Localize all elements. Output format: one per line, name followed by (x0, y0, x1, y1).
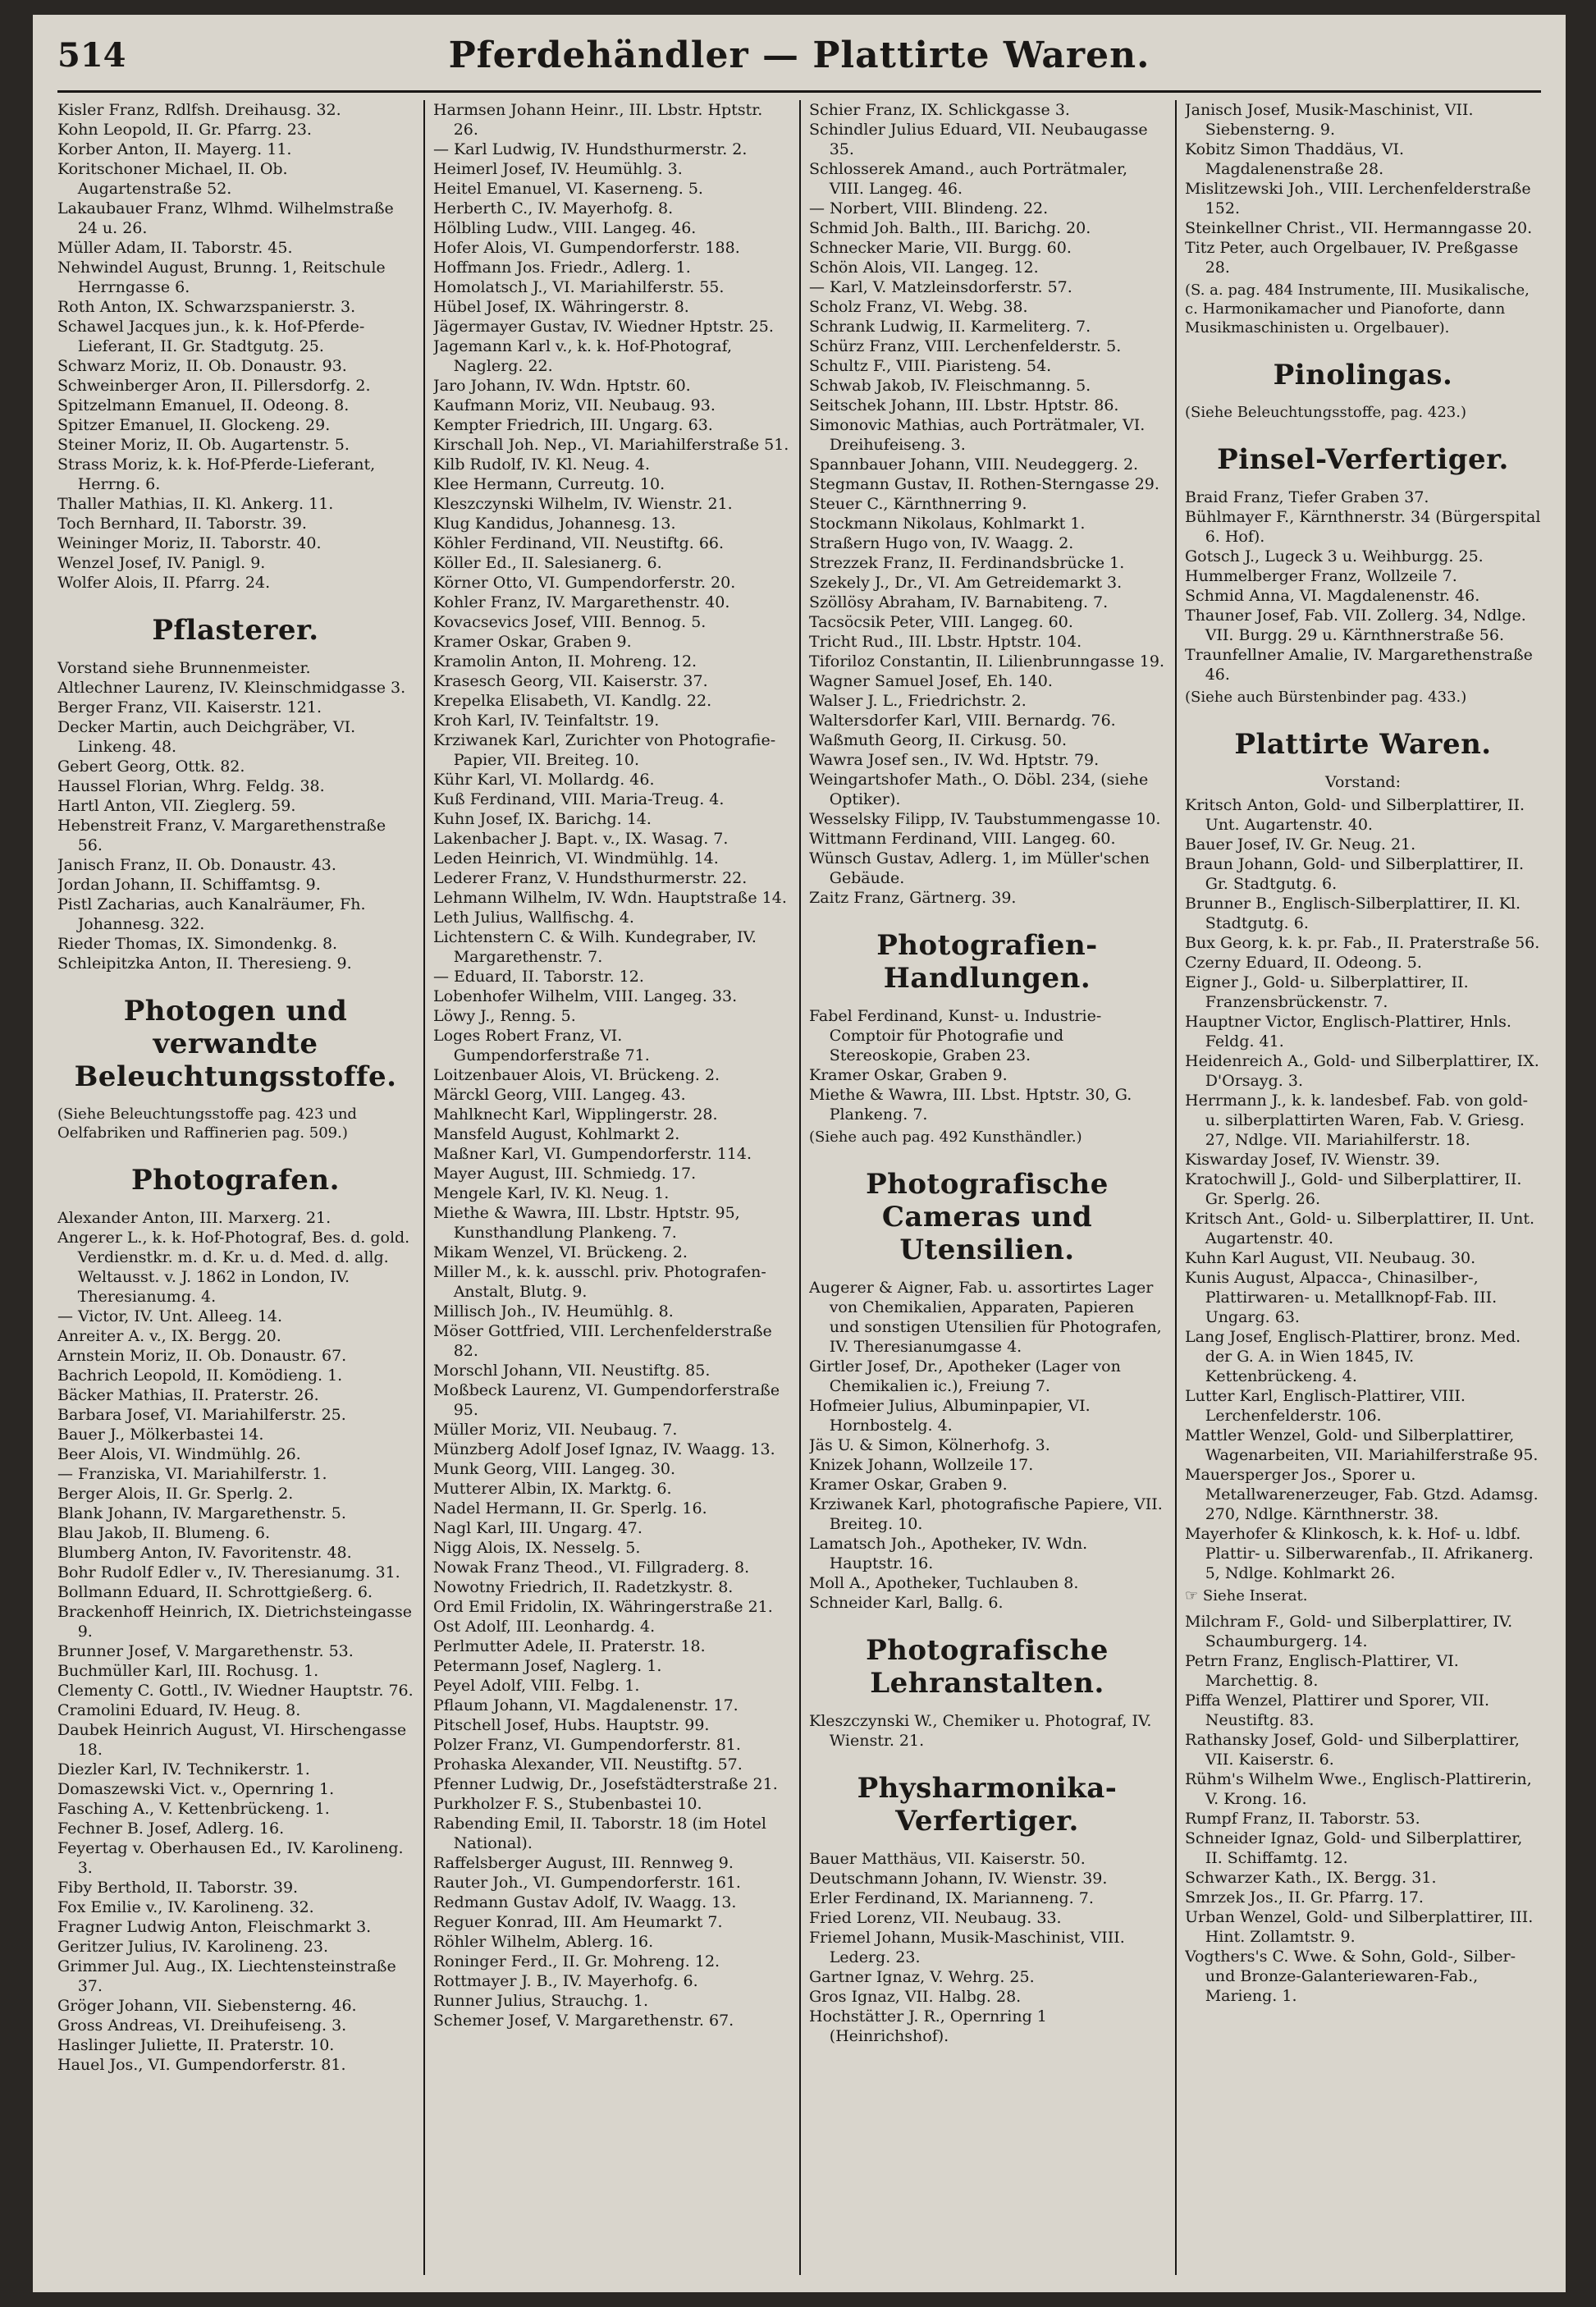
directory-entry: Prohaska Alexander, VII. Neustiftg. 57. (433, 1755, 743, 1774)
directory-entry: Schmid Anna, VI. Magdalenenstr. 46. (1185, 587, 1480, 605)
directory-entry: Löwy J., Renng. 5. (433, 1007, 576, 1025)
cross-reference-note: (S. a. pag. 484 Instrumente, III. Musikalische, c. Harmonikamacher und Pianoforte, dann Musikmaschinisten u. Orgelbauer). (1185, 282, 1530, 336)
directory-entry: Nagl Karl, III. Ungarg. 47. (433, 1519, 643, 1537)
directory-entry: Nowotny Friedrich, II. Radetzkystr. 8. (433, 1578, 734, 1596)
directory-entry: Maßner Karl, VI. Gumpendorferstr. 114. (433, 1145, 752, 1163)
directory-entry: Grimmer Jul. Aug., IX. Liechtensteinstraße 37. (57, 1957, 396, 1995)
directory-entry: — Victor, IV. Unt. Alleeg. 14. (57, 1307, 283, 1325)
directory-entry: Thaller Mathias, II. Kl. Ankerg. 11. (57, 495, 334, 513)
directory-entry: Urban Wenzel, Gold- und Silberplattirer, III. Hint. Zollamtstr. 9. (1185, 1908, 1534, 1946)
directory-entry: Schmid Joh. Balth., III. Barichg. 20. (809, 219, 1091, 237)
directory-entry: Redmann Gustav Adolf, IV. Waagg. 13. (433, 1893, 737, 1911)
directory-entry: Schön Alois, VII. Langeg. 12. (809, 259, 1039, 277)
directory-entry: Mattler Wenzel, Gold- und Silberplattirer, Wagenarbeiten, VII. Mariahilferstraße 95. (1185, 1426, 1539, 1464)
directory-entry: Waltersdorfer Karl, VIII. Bernardg. 76. (809, 712, 1116, 730)
directory-entry: Krepelka Elisabeth, VI. Kandlg. 22. (433, 692, 712, 710)
directory-entry: Mauersperger Jos., Sporer u. Metallwarenerzeuger, Fab. Gtzd. Adamsg. 270, Ndlge. Kärnthnerstr. 38. (1185, 1466, 1539, 1523)
directory-entry: Blau Jakob, II. Blumeng. 6. (57, 1524, 271, 1542)
directory-entry: Schürz Franz, VIII. Lerchenfelderstr. 5. (809, 337, 1122, 355)
directory-entry: Braun Johann, Gold- und Silberplattirer, II. Gr. Stadtgutg. 6. (1185, 855, 1525, 893)
directory-entry: Lichtenstern C. & Wilh. Kundegraber, IV. Margarethenstr. 7. (433, 928, 757, 966)
directory-entry: Simonovic Mathias, auch Porträtmaler, VI. Dreihufeiseng. 3. (809, 416, 1146, 454)
directory-entry: Kramolin Anton, II. Mohreng. 12. (433, 652, 697, 671)
directory-entry: Tacsöcsik Peter, VIII. Langeg. 60. (809, 613, 1073, 631)
directory-entry: Brackenhoff Heinrich, IX. Dietrichsteingasse 9. (57, 1603, 412, 1641)
directory-entry: Runner Julius, Strauchg. 1. (433, 1992, 649, 2010)
directory-entry: Schlosserek Amand., auch Porträtmaler, VIII. Langeg. 46. (809, 160, 1128, 198)
directory-entry: Kuß Ferdinand, VIII. Maria-Treug. 4. (433, 790, 725, 808)
columns-area (57, 100, 1541, 2275)
directory-entry: Spannbauer Johann, VIII. Neudeggerg. 2. (809, 455, 1139, 474)
directory-entry: Lehmann Wilhelm, IV. Wdn. Hauptstraße 14. (433, 889, 787, 907)
directory-entry: Harmsen Johann Heinr., III. Lbstr. Hptstr. 26. (433, 101, 763, 139)
directory-entry: Pflaum Johann, VI. Magdalenenstr. 17. (433, 1696, 739, 1714)
directory-page (33, 15, 1566, 2292)
directory-entry: Clementy C. Gottl., IV. Wiedner Hauptstr. 76. (57, 1682, 414, 1700)
directory-entry: Rieder Thomas, IX. Simondenkg. 8. (57, 935, 338, 953)
directory-entry: Müller Moriz, VII. Neubaug. 7. (433, 1421, 678, 1439)
directory-entry: Kleszczynski W., Chemiker u. Photograf, IV. Wienstr. 21. (809, 1712, 1152, 1750)
column-4 (1185, 100, 1541, 2275)
section-heading: Photografische Lehranstalten. (866, 1634, 1109, 1700)
directory-entry: Mayerhofer & Klinkosch, k. k. Hof- u. ldbf. Plattir- u. Silberwarenfab., II. Afrikanerg. 5, Ndlge. Kohlmarkt 26. (1185, 1525, 1534, 1582)
directory-entry: Straßern Hugo von, IV. Waagg. 2. (809, 534, 1074, 552)
directory-entry: Bohr Rudolf Edler v., IV. Theresianumg. 31. (57, 1563, 400, 1581)
directory-entry: Wittmann Ferdinand, VIII. Langeg. 60. (809, 830, 1116, 848)
directory-entry: Brunner Josef, V. Margarethenstr. 53. (57, 1642, 354, 1660)
directory-entry: Rathansky Josef, Gold- und Silberplattirer, VII. Kaiserstr. 6. (1185, 1731, 1520, 1769)
directory-entry: Gebert Georg, Ottk. 82. (57, 758, 245, 776)
directory-entry: Wesselsky Filipp, IV. Taubstummengasse 10. (809, 810, 1161, 828)
directory-entry: Toch Bernhard, II. Taborstr. 39. (57, 515, 307, 533)
directory-entry: Munk Georg, VIII. Langeg. 30. (433, 1460, 676, 1478)
directory-entry: Kuhn Josef, IX. Barichg. 14. (433, 810, 652, 828)
directory-entry: Wenzel Josef, IV. Panigl. 9. (57, 554, 266, 572)
directory-entry: Röhler Wilhelm, Ablerg. 16. (433, 1933, 654, 1951)
directory-entry: Schnecker Marie, VII. Burgg. 60. (809, 239, 1072, 257)
directory-entry: Rühm's Wilhelm Wwe., Englisch-Plattirerin, V. Krong. 16. (1185, 1770, 1532, 1808)
column-divider (423, 100, 425, 2275)
column-2 (433, 100, 789, 2275)
directory-entry: Strezzek Franz, II. Ferdinandsbrücke 1. (809, 554, 1125, 572)
directory-entry: Jordan Johann, II. Schiffamtsg. 9. (57, 876, 321, 894)
directory-entry: Köller Ed., II. Salesianerg. 6. (433, 554, 662, 572)
directory-entry: Reguer Konrad, III. Am Heumarkt 7. (433, 1913, 723, 1931)
directory-entry: Schneider Karl, Ballg. 6. (809, 1594, 1004, 1612)
section-heading: Photografen. (131, 1164, 340, 1197)
directory-entry: Korber Anton, II. Mayerg. 11. (57, 140, 292, 158)
directory-entry: Moll A., Apotheker, Tuchlauben 8. (809, 1574, 1079, 1592)
directory-entry: Kovacsevics Josef, VIII. Bennog. 5. (433, 613, 707, 631)
directory-entry: Erler Ferdinand, IX. Marianneng. 7. (809, 1889, 1094, 1907)
directory-entry: Titz Peter, auch Orgelbauer, IV. Preßgasse 28. (1185, 239, 1519, 277)
directory-entry: Loges Robert Franz, VI. Gumpendorferstraße 71. (433, 1027, 650, 1064)
directory-entry: Hofmeier Julius, Albuminpapier, VI. Hornbostelg. 4. (809, 1397, 1091, 1435)
directory-entry: Janisch Franz, II. Ob. Donaustr. 43. (57, 856, 336, 874)
directory-entry: Müller Adam, II. Taborstr. 45. (57, 239, 293, 257)
directory-entry: Hauptner Victor, Englisch-Plattirer, Hnls. Feldg. 41. (1185, 1013, 1511, 1051)
directory-entry: Stockmann Nikolaus, Kohlmarkt 1. (809, 515, 1086, 533)
directory-entry: Schindler Julius Eduard, VII. Neubaugasse 35. (809, 121, 1148, 158)
directory-entry: Rumpf Franz, II. Taborstr. 53. (1185, 1810, 1420, 1828)
directory-entry: Kempter Friedrich, III. Ungarg. 63. (433, 416, 713, 434)
directory-entry: Bollmann Eduard, II. Schrottgießerg. 6. (57, 1583, 373, 1601)
directory-entry: Anreiter A. v., IX. Bergg. 20. (57, 1327, 281, 1345)
directory-entry: Schemer Josef, V. Margarethenstr. 67. (433, 2012, 734, 2030)
directory-entry: Weininger Moriz, II. Taborstr. 40. (57, 534, 322, 552)
directory-entry: Kritsch Anton, Gold- und Silberplattirer, II. Unt. Augartenstr. 40. (1185, 796, 1525, 834)
directory-entry: Fabel Ferdinand, Kunst- u. Industrie-Comptoir für Photografie und Stereoskopie, Graben 23. (809, 1007, 1102, 1064)
directory-entry: — Karl Ludwig, IV. Hundsthurmerstr. 2. (433, 140, 748, 158)
directory-entry: Schwab Jakob, IV. Fleischmanng. 5. (809, 377, 1091, 395)
directory-entry: Kroh Karl, IV. Teinfaltstr. 19. (433, 712, 660, 730)
directory-entry: Milchram F., Gold- und Silberplattirer, IV. Schaumburgerg. 14. (1185, 1613, 1513, 1650)
directory-entry: Mayer August, III. Schmiedg. 17. (433, 1165, 697, 1183)
directory-entry: Perlmutter Adele, II. Praterstr. 18. (433, 1637, 706, 1655)
column-divider (1175, 100, 1177, 2275)
directory-entry: Mutterer Albin, IX. Marktg. 6. (433, 1480, 672, 1498)
directory-entry: Bauer Matthäus, VII. Kaiserstr. 50. (809, 1850, 1086, 1868)
directory-entry: Kunis August, Alpacca-, Chinasilber-, Plattirwaren- u. Metallknopf-Fab. III. Ungarg. 63. (1185, 1269, 1498, 1326)
directory-entry: Angerer L., k. k. Hof-Photograf, Bes. d. gold. Verdienstkr. m. d. Kr. u. d. Med. d. allg. Weltausst. v. J. 1862 in London, IV. Theresianumg. 4. (57, 1229, 410, 1306)
directory-entry: Bauer Josef, IV. Gr. Neug. 21. (1185, 835, 1416, 854)
directory-entry: Berger Franz, VII. Kaiserstr. 121. (57, 698, 322, 716)
directory-entry: Hochstätter J. R., Opernring 1 (Heinrichshof). (809, 2007, 1047, 2045)
directory-entry: Heitel Emanuel, VI. Kaserneng. 5. (433, 180, 703, 198)
directory-entry: Miethe & Wawra, III. Lbst. Hptstr. 30, G. Plankeng. 7. (809, 1086, 1132, 1124)
column-divider (799, 100, 801, 2275)
directory-entry: Mansfeld August, Kohlmarkt 2. (433, 1125, 680, 1143)
directory-entry: Daubek Heinrich August, VI. Hirschengasse 18. (57, 1721, 407, 1759)
directory-entry: Steinkellner Christ., VII. Hermanngasse 20. (1185, 219, 1533, 237)
directory-entry: Fiby Berthold, II. Taborstr. 39. (57, 1879, 299, 1897)
column-3 (809, 100, 1165, 2275)
vorstand-label: Vorstand: (1324, 773, 1401, 791)
directory-entry: — Franziska, VI. Mariahilferstr. 1. (57, 1465, 327, 1483)
directory-entry: Nadel Hermann, II. Gr. Sperlg. 16. (433, 1499, 707, 1517)
directory-entry: Kaufmann Moriz, VII. Neubaug. 93. (433, 396, 716, 414)
directory-entry: Körner Otto, VI. Gumpendorferstr. 20. (433, 574, 736, 592)
directory-entry: Roth Anton, IX. Schwarzspanierstr. 3. (57, 298, 356, 316)
directory-entry: Weingartshofer Math., O. Döbl. 234, (siehe Optiker). (809, 771, 1149, 808)
directory-entry: Krziwanek Karl, photografische Papiere, VII. Breiteg. 10. (809, 1495, 1163, 1533)
directory-entry: Schwarz Moriz, II. Ob. Donaustr. 93. (57, 357, 347, 375)
directory-entry: Hoffmann Jos. Friedr., Adlerg. 1. (433, 259, 691, 277)
directory-entry: Miller M., k. k. ausschl. priv. Photografen-Anstalt, Blutg. 9. (433, 1263, 766, 1301)
directory-entry: Kohler Franz, IV. Margarethenstr. 40. (433, 593, 730, 611)
directory-entry: Szekely J., Dr., VI. Am Getreidemarkt 3. (809, 574, 1123, 592)
directory-entry: Nigg Alois, IX. Nesselg. 5. (433, 1539, 641, 1557)
directory-entry: Barbara Josef, VI. Mariahilferstr. 25. (57, 1406, 346, 1424)
directory-entry: Lutter Karl, Englisch-Plattirer, VIII. Lerchenfelderstr. 106. (1185, 1387, 1466, 1425)
directory-entry: Janisch Josef, Musik-Maschinist, VII. Siebensterng. 9. (1185, 101, 1474, 139)
directory-entry: Fried Lorenz, VII. Neubaug. 33. (809, 1909, 1062, 1927)
directory-entry: Jägermayer Gustav, IV. Wiedner Hptstr. 25. (433, 318, 774, 336)
directory-entry: Miethe & Wawra, III. Lbstr. Hptstr. 95, Kunsthandlung Plankeng. 7. (433, 1204, 740, 1242)
directory-entry: Stegmann Gustav, II. Rothen-Sterngasse 29. (809, 475, 1159, 493)
directory-entry: Schneider Ignaz, Gold- und Silberplattirer, II. Schiffamtg. 12. (1185, 1829, 1523, 1867)
directory-entry: Piffa Wenzel, Plattirer und Sporer, VII. Neustiftg. 83. (1185, 1691, 1490, 1729)
directory-entry: Lakenbacher J. Bapt. v., IX. Wasag. 7. (433, 830, 729, 848)
directory-entry: Kleszczynski Wilhelm, IV. Wienstr. 21. (433, 495, 733, 513)
directory-entry: Hübel Josef, IX. Währingerstr. 8. (433, 298, 689, 316)
directory-entry: Loitzenbauer Alois, VI. Brückeng. 2. (433, 1066, 720, 1084)
directory-entry: Krziwanek Karl, Zurichter von Photografie-Papier, VII. Breiteg. 10. (433, 731, 776, 769)
directory-entry: Hummelberger Franz, Wollzeile 7. (1185, 567, 1457, 585)
directory-entry: Schrank Ludwig, II. Karmeliterg. 7. (809, 318, 1091, 336)
directory-entry: Rottmayer J. B., IV. Mayerhofg. 6. (433, 1972, 698, 1990)
directory-entry: Smrzek Jos., II. Gr. Pfarrg. 17. (1185, 1888, 1424, 1906)
directory-entry: Brunner B., Englisch-Silberplattirer, II. Kl. Stadtgutg. 6. (1185, 895, 1521, 932)
directory-entry: Tricht Rud., III. Lbstr. Hptstr. 104. (809, 633, 1082, 651)
directory-entry: Kramer Oskar, Graben 9. (433, 633, 632, 651)
directory-entry: Hartl Anton, VII. Zieglerg. 59. (57, 797, 296, 815)
page-header (33, 15, 1566, 94)
directory-entry: Waßmuth Georg, II. Cirkusg. 50. (809, 731, 1067, 749)
cross-reference-note: (Siehe auch Bürstenbinder pag. 433.) (1185, 689, 1467, 706)
directory-entry: Gotsch J., Lugeck 3 u. Weihburgg. 25. (1185, 547, 1484, 565)
directory-entry: Haslinger Juliette, II. Praterstr. 10. (57, 2036, 335, 2054)
directory-entry: Walser J. L., Friedrichstr. 2. (809, 692, 1027, 710)
directory-entry: Wagner Samuel Josef, Eh. 140. (809, 672, 1053, 690)
directory-entry: — Norbert, VIII. Blindeng. 22. (809, 199, 1049, 217)
directory-entry: Arnstein Moriz, II. Ob. Donaustr. 67. (57, 1347, 347, 1365)
directory-entry: Bäcker Mathias, II. Praterstr. 26. (57, 1386, 319, 1404)
directory-entry: Heimerl Josef, IV. Heumühlg. 3. (433, 160, 683, 178)
directory-entry: Kilb Rudolf, IV. Kl. Neug. 4. (433, 455, 651, 474)
directory-entry: Eigner J., Gold- u. Silberplattirer, II. Franzensbrückenstr. 7. (1185, 973, 1469, 1011)
cross-reference-note: (Siehe Beleuchtungsstoffe, pag. 423.) (1185, 404, 1466, 421)
directory-entry: Gros Ignaz, VII. Halbg. 28. (809, 1988, 1022, 2006)
directory-entry: Blumberg Anton, IV. Favoritenstr. 48. (57, 1544, 352, 1562)
directory-entry: Pitschell Josef, Hubs. Hauptstr. 99. (433, 1716, 710, 1734)
directory-entry: Herberth C., IV. Mayerhofg. 8. (433, 199, 674, 217)
directory-entry: Bachrich Leopold, II. Komödieng. 1. (57, 1366, 343, 1385)
directory-entry: Lederer Franz, V. Hundsthurmerstr. 22. (433, 869, 748, 887)
directory-entry: Schweinberger Aron, II. Pillersdorfg. 2. (57, 377, 371, 395)
directory-entry: Pistl Zacharias, auch Kanalräumer, Fh. Johannesg. 322. (57, 895, 366, 933)
running-title: Pferdehändler — Plattirte Waren. (448, 34, 1150, 76)
directory-entry: Kobitz Simon Thaddäus, VI. Magdalenenstraße 28. (1185, 140, 1405, 178)
directory-entry: Möser Gottfried, VIII. Lerchenfelderstraße 82. (433, 1322, 772, 1360)
directory-entry: Fechner B. Josef, Adlerg. 16. (57, 1820, 285, 1838)
directory-entry: Krasesch Georg, VII. Kaiserstr. 37. (433, 672, 708, 690)
cross-reference-note: (Siehe Beleuchtungsstoffe pag. 423 und Oelfabriken und Raffinerien pag. 509.) (57, 1105, 357, 1142)
directory-entry: Heidenreich A., Gold- und Silberplattirer, IX. D'Orsayg. 3. (1185, 1052, 1539, 1090)
directory-entry: Strass Moriz, k. k. Hof-Pferde-Lieferant, Herrng. 6. (57, 455, 376, 493)
directory-entry: Roninger Ferd., II. Gr. Mohreng. 12. (433, 1952, 720, 1971)
directory-entry: Lamatsch Joh., Apotheker, IV. Wdn. Hauptstr. 16. (809, 1535, 1088, 1572)
directory-entry: Cramolini Eduard, IV. Heug. 8. (57, 1701, 301, 1719)
directory-entry: Buchmüller Karl, III. Rochusg. 1. (57, 1662, 319, 1680)
directory-entry: Lobenhofer Wilhelm, VIII. Langeg. 33. (433, 987, 738, 1005)
directory-entry: Knizek Johann, Wollzeile 17. (809, 1456, 1034, 1474)
directory-entry: Homolatsch J., VI. Mariahilferstr. 55. (433, 278, 725, 296)
directory-entry: Rauter Joh., VI. Gumpendorferstr. 161. (433, 1874, 741, 1892)
directory-entry: Vogthers's C. Wwe. & Sohn, Gold-, Silber- und Bronze-Galanteriewaren-Fab., Marieng. 1. (1185, 1948, 1516, 2005)
directory-entry: Fox Emilie v., IV. Karolineng. 32. (57, 1898, 314, 1916)
directory-entry: Petrn Franz, Englisch-Plattirer, VI. Marchettig. 8. (1185, 1652, 1459, 1690)
directory-entry: Polzer Franz, VI. Gumpendorferstr. 81. (433, 1736, 741, 1754)
directory-entry: Schleipitzka Anton, II. Theresieng. 9. (57, 954, 352, 973)
directory-entry: Bühlmayer F., Kärnthnerstr. 34 (Bürgerspital 6. Hof). (1185, 508, 1541, 546)
directory-entry: Kramer Oskar, Graben 9. (809, 1476, 1008, 1494)
directory-entry: Berger Alois, II. Gr. Sperlg. 2. (57, 1485, 294, 1503)
section-heading: Pinsel-Verfertiger. (1217, 443, 1509, 476)
directory-entry: Lang Josef, Englisch-Plattirer, bronz. Med. der G. A. in Wien 1845, IV. Kettenbrückeng. 4. (1185, 1328, 1521, 1385)
directory-entry: Jäs U. & Simon, Kölnerhofg. 3. (809, 1436, 1050, 1454)
directory-entry: Ost Adolf, III. Leonhardg. 4. (433, 1618, 656, 1636)
directory-entry: Diezler Karl, IV. Technikerstr. 1. (57, 1760, 310, 1778)
directory-entry: Fasching A., V. Kettenbrückeng. 1. (57, 1800, 330, 1818)
directory-entry: Klee Hermann, Curreutg. 10. (433, 475, 665, 493)
directory-entry: Braid Franz, Tiefer Graben 37. (1185, 488, 1429, 506)
directory-entry: Bauer J., Mölkerbastei 14. (57, 1426, 264, 1444)
directory-entry: Geritzer Julius, IV. Karolineng. 23. (57, 1938, 329, 1956)
directory-entry: Wawra Josef sen., IV. Wd. Hptstr. 79. (809, 751, 1100, 769)
directory-entry: Mislitzewski Joh., VIII. Lerchenfelderstraße 152. (1185, 180, 1531, 217)
directory-entry: Deutschmann Johann, IV. Wienstr. 39. (809, 1870, 1108, 1888)
directory-entry: Schawel Jacques jun., k. k. Hof-Pferde-Lieferant, II. Gr. Stadtgutg. 25. (57, 318, 365, 355)
directory-entry: Wolfer Alois, II. Pfarrg. 24. (57, 574, 271, 592)
directory-entry: Kuhn Karl August, VII. Neubaug. 30. (1185, 1249, 1476, 1267)
directory-entry: Nowak Franz Theod., VI. Fillgraderg. 8. (433, 1559, 750, 1577)
directory-entry: — Eduard, II. Taborstr. 12. (433, 968, 644, 986)
directory-entry: Feyertag v. Oberhausen Ed., IV. Karolineng. 3. (57, 1839, 404, 1877)
directory-entry: Kritsch Ant., Gold- u. Silberplattirer, II. Unt. Augartenstr. 40. (1185, 1210, 1534, 1247)
directory-entry: Leth Julius, Wallfischg. 4. (433, 909, 634, 927)
directory-entry: Herrmann J., k. k. landesbef. Fab. von gold- u. silberplattirten Waren, Fab. V. Griesg. 27, Ndlge. VII. Mariahilferstr. 18. (1185, 1092, 1529, 1149)
directory-entry: Kohn Leopold, II. Gr. Pfarrg. 23. (57, 121, 312, 139)
section-heading: Pinolingas. (1273, 359, 1453, 391)
directory-entry: Thauner Josef, Fab. VII. Zollerg. 34, Ndlge. VII. Burgg. 29 u. Kärnthnerstraße 56. (1185, 607, 1526, 644)
directory-entry: Morschl Johann, VII. Neustiftg. 85. (433, 1362, 711, 1380)
directory-entry: Klug Kandidus, Johannesg. 13. (433, 515, 676, 533)
directory-entry: Zaitz Franz, Gärtnerg. 39. (809, 889, 1017, 907)
directory-entry: — Karl, V. Matzleinsdorferstr. 57. (809, 278, 1072, 296)
directory-entry: Seitschek Johann, III. Lbstr. Hptstr. 86. (809, 396, 1119, 414)
directory-entry: Altlechner Laurenz, IV. Kleinschmidgasse 3. (57, 679, 406, 697)
directory-entry: Spitzelmann Emanuel, II. Odeong. 8. (57, 396, 350, 414)
directory-entry: Tiforiloz Constantin, II. Lilienbrunngasse 19. (809, 652, 1165, 671)
directory-entry: Friemel Johann, Musik-Maschinist, VIII. Lederg. 23. (809, 1929, 1125, 1966)
section-heading: Pflasterer. (152, 614, 319, 647)
directory-entry: Kühr Karl, VI. Mollardg. 46. (433, 771, 655, 789)
section-heading: Photografien-Handlungen. (876, 929, 1098, 995)
directory-entry: Peyel Adolf, VIII. Felbg. 1. (433, 1677, 640, 1695)
directory-entry: Decker Martin, auch Deichgräber, VI. Linkeng. 48. (57, 718, 356, 756)
directory-entry: Steiner Moriz, II. Ob. Augartenstr. 5. (57, 436, 350, 454)
directory-entry: Augerer & Aigner, Fab. u. assortirtes Lager von Chemikalien, Apparaten, Papieren und sonstigen Utensilien für Photografen, IV. Theresianumgasse 4. (809, 1279, 1162, 1356)
section-heading: Physharmonika-Verfertiger. (857, 1772, 1118, 1838)
directory-entry: Pfenner Ludwig, Dr., Josefstädterstraße 21. (433, 1775, 778, 1793)
directory-entry: Kirschall Joh. Nep., VI. Mariahilferstraße 51. (433, 436, 789, 454)
column-1 (57, 100, 414, 2275)
directory-entry: Kramer Oskar, Graben 9. (809, 1066, 1008, 1084)
directory-entry: Szöllösy Abraham, IV. Barnabiteng. 7. (809, 593, 1109, 611)
directory-entry: Nehwindel August, Brunng. 1, Reitschule Herrngasse 6. (57, 259, 386, 296)
directory-entry: Hauel Jos., VI. Gumpendorferstr. 81. (57, 2056, 346, 2074)
directory-entry: Beer Alois, VI. Windmühlg. 26. (57, 1445, 301, 1463)
directory-entry: Steuer C., Kärnthnerring 9. (809, 495, 1027, 513)
directory-entry: Koritschoner Michael, II. Ob. Augartenstraße 52. (57, 160, 288, 198)
directory-entry: Schwarzer Kath., IX. Bergg. 31. (1185, 1869, 1437, 1887)
directory-entry: Schier Franz, IX. Schlickgasse 3. (809, 101, 1070, 119)
directory-entry: Girtler Josef, Dr., Apotheker (Lager von Chemikalien ic.), Freiung 7. (809, 1357, 1121, 1395)
directory-entry: Czerny Eduard, II. Odeong. 5. (1185, 954, 1422, 972)
directory-entry: Gartner Ignaz, V. Wehrg. 25. (809, 1968, 1035, 1986)
directory-entry: Moßbeck Laurenz, VI. Gumpendorferstraße 95. (433, 1381, 780, 1419)
cross-reference-note: (Siehe auch pag. 492 Kunsthändler.) (809, 1128, 1082, 1146)
directory-entry: Mengele Karl, IV. Kl. Neug. 1. (433, 1184, 670, 1202)
directory-entry: Gross Andreas, VI. Dreihufeiseng. 3. (57, 2016, 347, 2035)
directory-entry: Millisch Joh., IV. Heumühlg. 8. (433, 1302, 674, 1321)
directory-entry: Rabending Emil, II. Taborstr. 18 (im Hotel National). (433, 1815, 766, 1852)
directory-entry: Hofer Alois, VI. Gumpendorferstr. 188. (433, 239, 740, 257)
directory-entry: Domaszewski Vict. v., Opernring 1. (57, 1780, 335, 1798)
directory-entry: Kiswarday Josef, IV. Wienstr. 39. (1185, 1151, 1440, 1169)
directory-entry: Fragner Ludwig Anton, Fleischmarkt 3. (57, 1918, 372, 1936)
directory-entry: Hölbling Ludw., VIII. Langeg. 46. (433, 219, 697, 237)
directory-entry: Leden Heinrich, VI. Windmühlg. 14. (433, 849, 719, 867)
directory-entry: Jaro Johann, IV. Wdn. Hptstr. 60. (433, 377, 691, 395)
directory-entry: Schultz F., VIII. Piaristeng. 54. (809, 357, 1052, 375)
directory-entry: Gröger Johann, VII. Siebensterng. 46. (57, 1997, 357, 2015)
directory-entry: Lakaubauer Franz, Wlhmd. Wilhelmstraße 24 u. 26. (57, 199, 394, 237)
section-heading: Photografische Cameras und Utensilien. (866, 1168, 1109, 1266)
directory-entry: Alexander Anton, III. Marxerg. 21. (57, 1209, 332, 1227)
page-number: 514 (57, 36, 126, 75)
directory-entry: Spitzer Emanuel, II. Glockeng. 29. (57, 416, 331, 434)
directory-entry: Blank Johann, IV. Margarethenstr. 5. (57, 1504, 346, 1522)
cross-reference-note: ☞ Siehe Inserat. (1185, 1587, 1308, 1604)
directory-entry: Scholz Franz, VI. Webg. 38. (809, 298, 1028, 316)
directory-entry: Hebenstreit Franz, V. Margarethenstraße 56. (57, 817, 386, 854)
header-rule (57, 90, 1541, 93)
section-heading: Plattirte Waren. (1234, 728, 1492, 761)
directory-entry: Petermann Josef, Naglerg. 1. (433, 1657, 662, 1675)
directory-entry: Haussel Florian, Whrg. Feldg. 38. (57, 777, 325, 795)
directory-entry: Raffelsberger August, III. Rennweg 9. (433, 1854, 734, 1872)
directory-entry: Bux Georg, k. k. pr. Fab., II. Praterstraße 56. (1185, 934, 1540, 952)
directory-entry: Mahlknecht Karl, Wipplingerstr. 28. (433, 1105, 718, 1124)
directory-entry: Wünsch Gustav, Adlerg. 1, im Müller'schen Gebäude. (809, 849, 1150, 887)
directory-entry: Märckl Georg, VIII. Langeg. 43. (433, 1086, 686, 1104)
directory-entry: Mikam Wenzel, VI. Brückeng. 2. (433, 1243, 688, 1261)
directory-entry: Münzberg Adolf Josef Ignaz, IV. Waagg. 13. (433, 1440, 775, 1458)
directory-entry: Kratochwill J., Gold- und Silberplattirer, II. Gr. Sperlg. 26. (1185, 1170, 1522, 1208)
directory-entry: Traunfellner Amalie, IV. Margarethenstraße 46. (1185, 646, 1533, 684)
directory-entry: Vorstand siehe Brunnenmeister. (57, 659, 311, 677)
directory-entry: Jagemann Karl v., k. k. Hof-Photograf, Naglerg. 22. (433, 337, 732, 375)
directory-entry: Köhler Ferdinand, VII. Neustiftg. 66. (433, 534, 725, 552)
directory-entry: Kisler Franz, Rdlfsh. Dreihausg. 32. (57, 101, 341, 119)
section-heading: Photogen und verwandte Beleuchtungsstoffe. (74, 995, 397, 1093)
directory-entry: Purkholzer F. S., Stubenbastei 10. (433, 1795, 702, 1813)
directory-entry: Ord Emil Fridolin, IX. Währingerstraße 21. (433, 1598, 773, 1616)
